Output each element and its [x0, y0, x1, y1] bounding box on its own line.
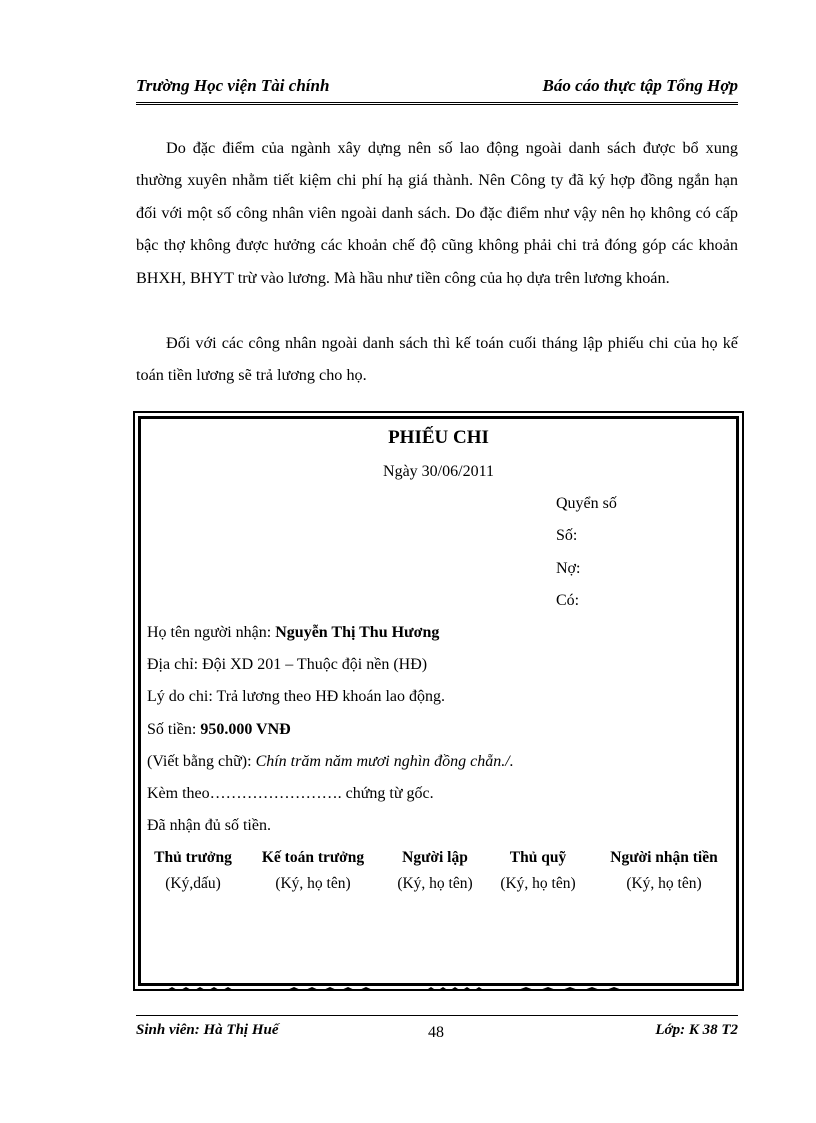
signature-note: (Ký, họ tên) [397, 875, 473, 892]
payment-voucher [133, 411, 744, 991]
voucher-debit: Nợ: [556, 560, 581, 577]
amount-words-value: Chín trăm năm mươi nghìn đồng chẵn./. [255, 753, 514, 770]
signature-director [147, 849, 239, 893]
signature-note: (Ký, họ tên) [500, 875, 576, 892]
reason-row [147, 688, 445, 706]
recipient-row [147, 624, 439, 642]
amount-row [147, 721, 291, 739]
reason-label: Lý do chi: [147, 688, 213, 705]
footer-student: Sinh viên: Hà Thị Huế [136, 1022, 279, 1038]
voucher-date: Ngày 30/06/2011 [383, 463, 494, 480]
signature-title: Người nhận tiền [610, 849, 718, 866]
address-value: Đội XD 201 – Thuộc đội nền (HĐ) [202, 656, 428, 673]
signature-title: Kế toán trưởng [261, 849, 365, 866]
recipient-name: Nguyễn Thị Thu Hương [275, 624, 440, 641]
signature-title: Người lập [402, 849, 468, 866]
amount-label: Số tiền: [147, 721, 197, 738]
header-school: Trường Học viện Tài chính [136, 76, 330, 95]
signature-note: (Ký, họ tên) [275, 875, 351, 892]
voucher-number: Số: [556, 527, 578, 544]
address-row [147, 656, 427, 674]
footer-class: Lớp: K 38 T2 [655, 1022, 738, 1038]
clipped-text-line [165, 987, 665, 992]
address-label: Địa chỉ: [147, 656, 199, 673]
voucher-book-no: Quyển số [556, 495, 617, 512]
received-full: Đã nhận đủ số tiền. [147, 817, 271, 834]
body-paragraph-1: Do đặc điểm của ngành xây dựng nên số lao động ngoài danh sách được bổ xung thường xuyên nhằm tiết kiệm chi phí hạ giá thành. Nên Công ty đã ký hợp đồng ngắn hạn đối với một số công nhân viên ngoài danh sách. Do đặc điểm như vậy nên họ không có cấp bậc thợ không được hưởng các khoản chế độ cũng không phải chi trả đóng góp các khoản BHXH, BHYT trừ vào lương. Mà hầu như tiền công của họ dựa trên lương khoán. [136, 139, 738, 287]
page-header [136, 76, 738, 102]
signature-chief-accountant [251, 849, 375, 893]
body-paragraph-2: Đối với các công nhân ngoài danh sách thì kế toán cuối tháng lập phiếu chi của họ kế toán tiền lương sẽ trả lương cho họ. [136, 334, 738, 385]
signature-note: (Ký,dấu) [165, 875, 221, 892]
payment-voucher-frame [138, 416, 739, 986]
reason-value: Trả lương theo HĐ khoán lao động. [216, 688, 446, 705]
amount-words-row [147, 753, 514, 771]
amount-value: 950.000 VNĐ [200, 721, 291, 738]
page-number: 48 [428, 1024, 444, 1041]
attached-docs: Kèm theo……………………. chứng từ gốc. [147, 785, 434, 802]
header-report-title: Báo cáo thực tập Tổng Hợp [542, 76, 738, 95]
signature-receiver [599, 849, 729, 893]
signature-title: Thủ trưởng [154, 849, 232, 866]
recipient-label: Họ tên người nhận: [147, 624, 272, 641]
signature-title: Thủ quỹ [509, 849, 567, 866]
signature-note: (Ký, họ tên) [626, 875, 702, 892]
signature-cashier [491, 849, 585, 893]
voucher-credit: Có: [556, 592, 580, 609]
voucher-title: PHIẾU CHI [388, 427, 489, 448]
header-rule [136, 102, 738, 105]
amount-words-label: (Viết bằng chữ): [147, 753, 252, 770]
footer-rule [136, 1015, 738, 1016]
signature-preparer [387, 849, 483, 893]
